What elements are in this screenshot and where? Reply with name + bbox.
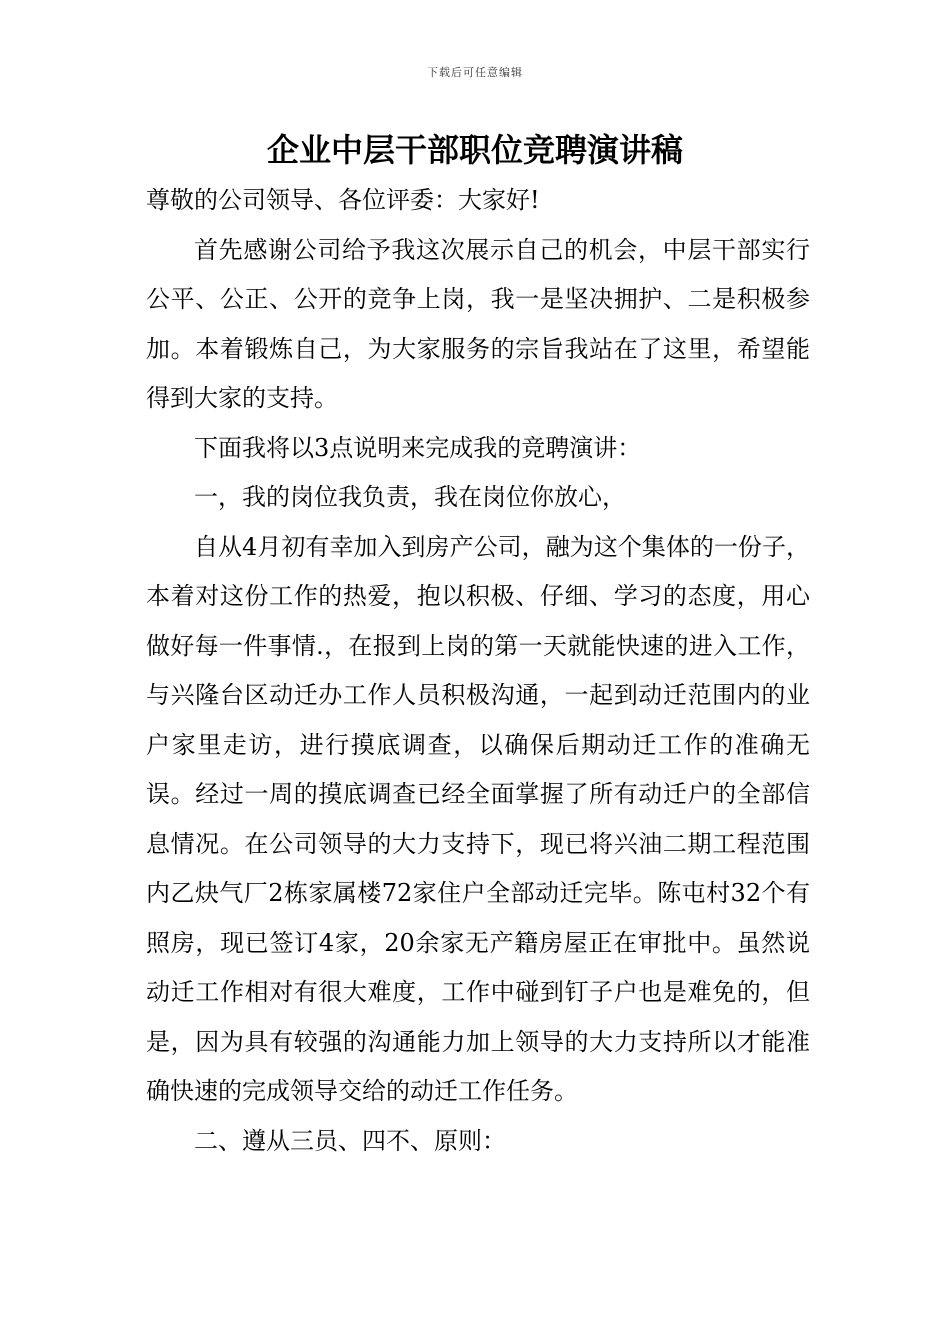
document-body <box>146 176 810 1166</box>
salutation: 尊敬的公司领导、各位评委：大家好! <box>146 186 540 214</box>
section-heading-two: 二、遵从三员、四不、原则： <box>194 1126 506 1155</box>
page-header-note: 下载后可任意编辑 <box>427 66 523 79</box>
paragraph-section-one-body: 自从4月初有幸加入到房产公司，融为这个集体的一份子，本着对这份工作的热爱，抱以积极、仔细、学习的态度，用心做好每一件事情.，在报到上岗的第一天就能快速的进入工作，与兴隆台区动迁办工作人员积极沟通，一起到动迁范围内的业户家里走访，进行摸底调查，以确保后期动迁工作的准确无误。经过一周的摸底调查已经全面掌握了所有动迁户的全部信息情况。在公司领导的大力支持下，现已将兴油二期工程范围内乙炔气厂2栋家属楼72家住户全部动迁完毕。陈屯村32个有照房，现已签订4家，20余家无产籍房屋正在审批中。虽然说动迁工作相对有很大难度，工作中碰到钉子户也是难免的，但是，因为具有较强的沟通能力加上领导的大力支持所以才能准确快速的完成领导交给的动迁工作任务。 <box>146 532 810 1105</box>
section-heading-one: 一，我的岗位我负责，我在岗位你放心， <box>194 483 626 511</box>
document-title: 企业中层干部职位竞聘演讲稿 <box>266 131 683 169</box>
paragraph-intro: 首先感谢公司给予我这次展示自己的机会，中层干部实行公平、公正、公开的竞争上岗，我一是坚决拥护、二是积极参加。本着锻炼自己，为大家服务的宗旨我站在了这里，希望能得到大家的支持。 <box>146 235 810 412</box>
paragraph-outline: 下面我将以3点说明来完成我的竞聘演讲： <box>194 433 642 462</box>
